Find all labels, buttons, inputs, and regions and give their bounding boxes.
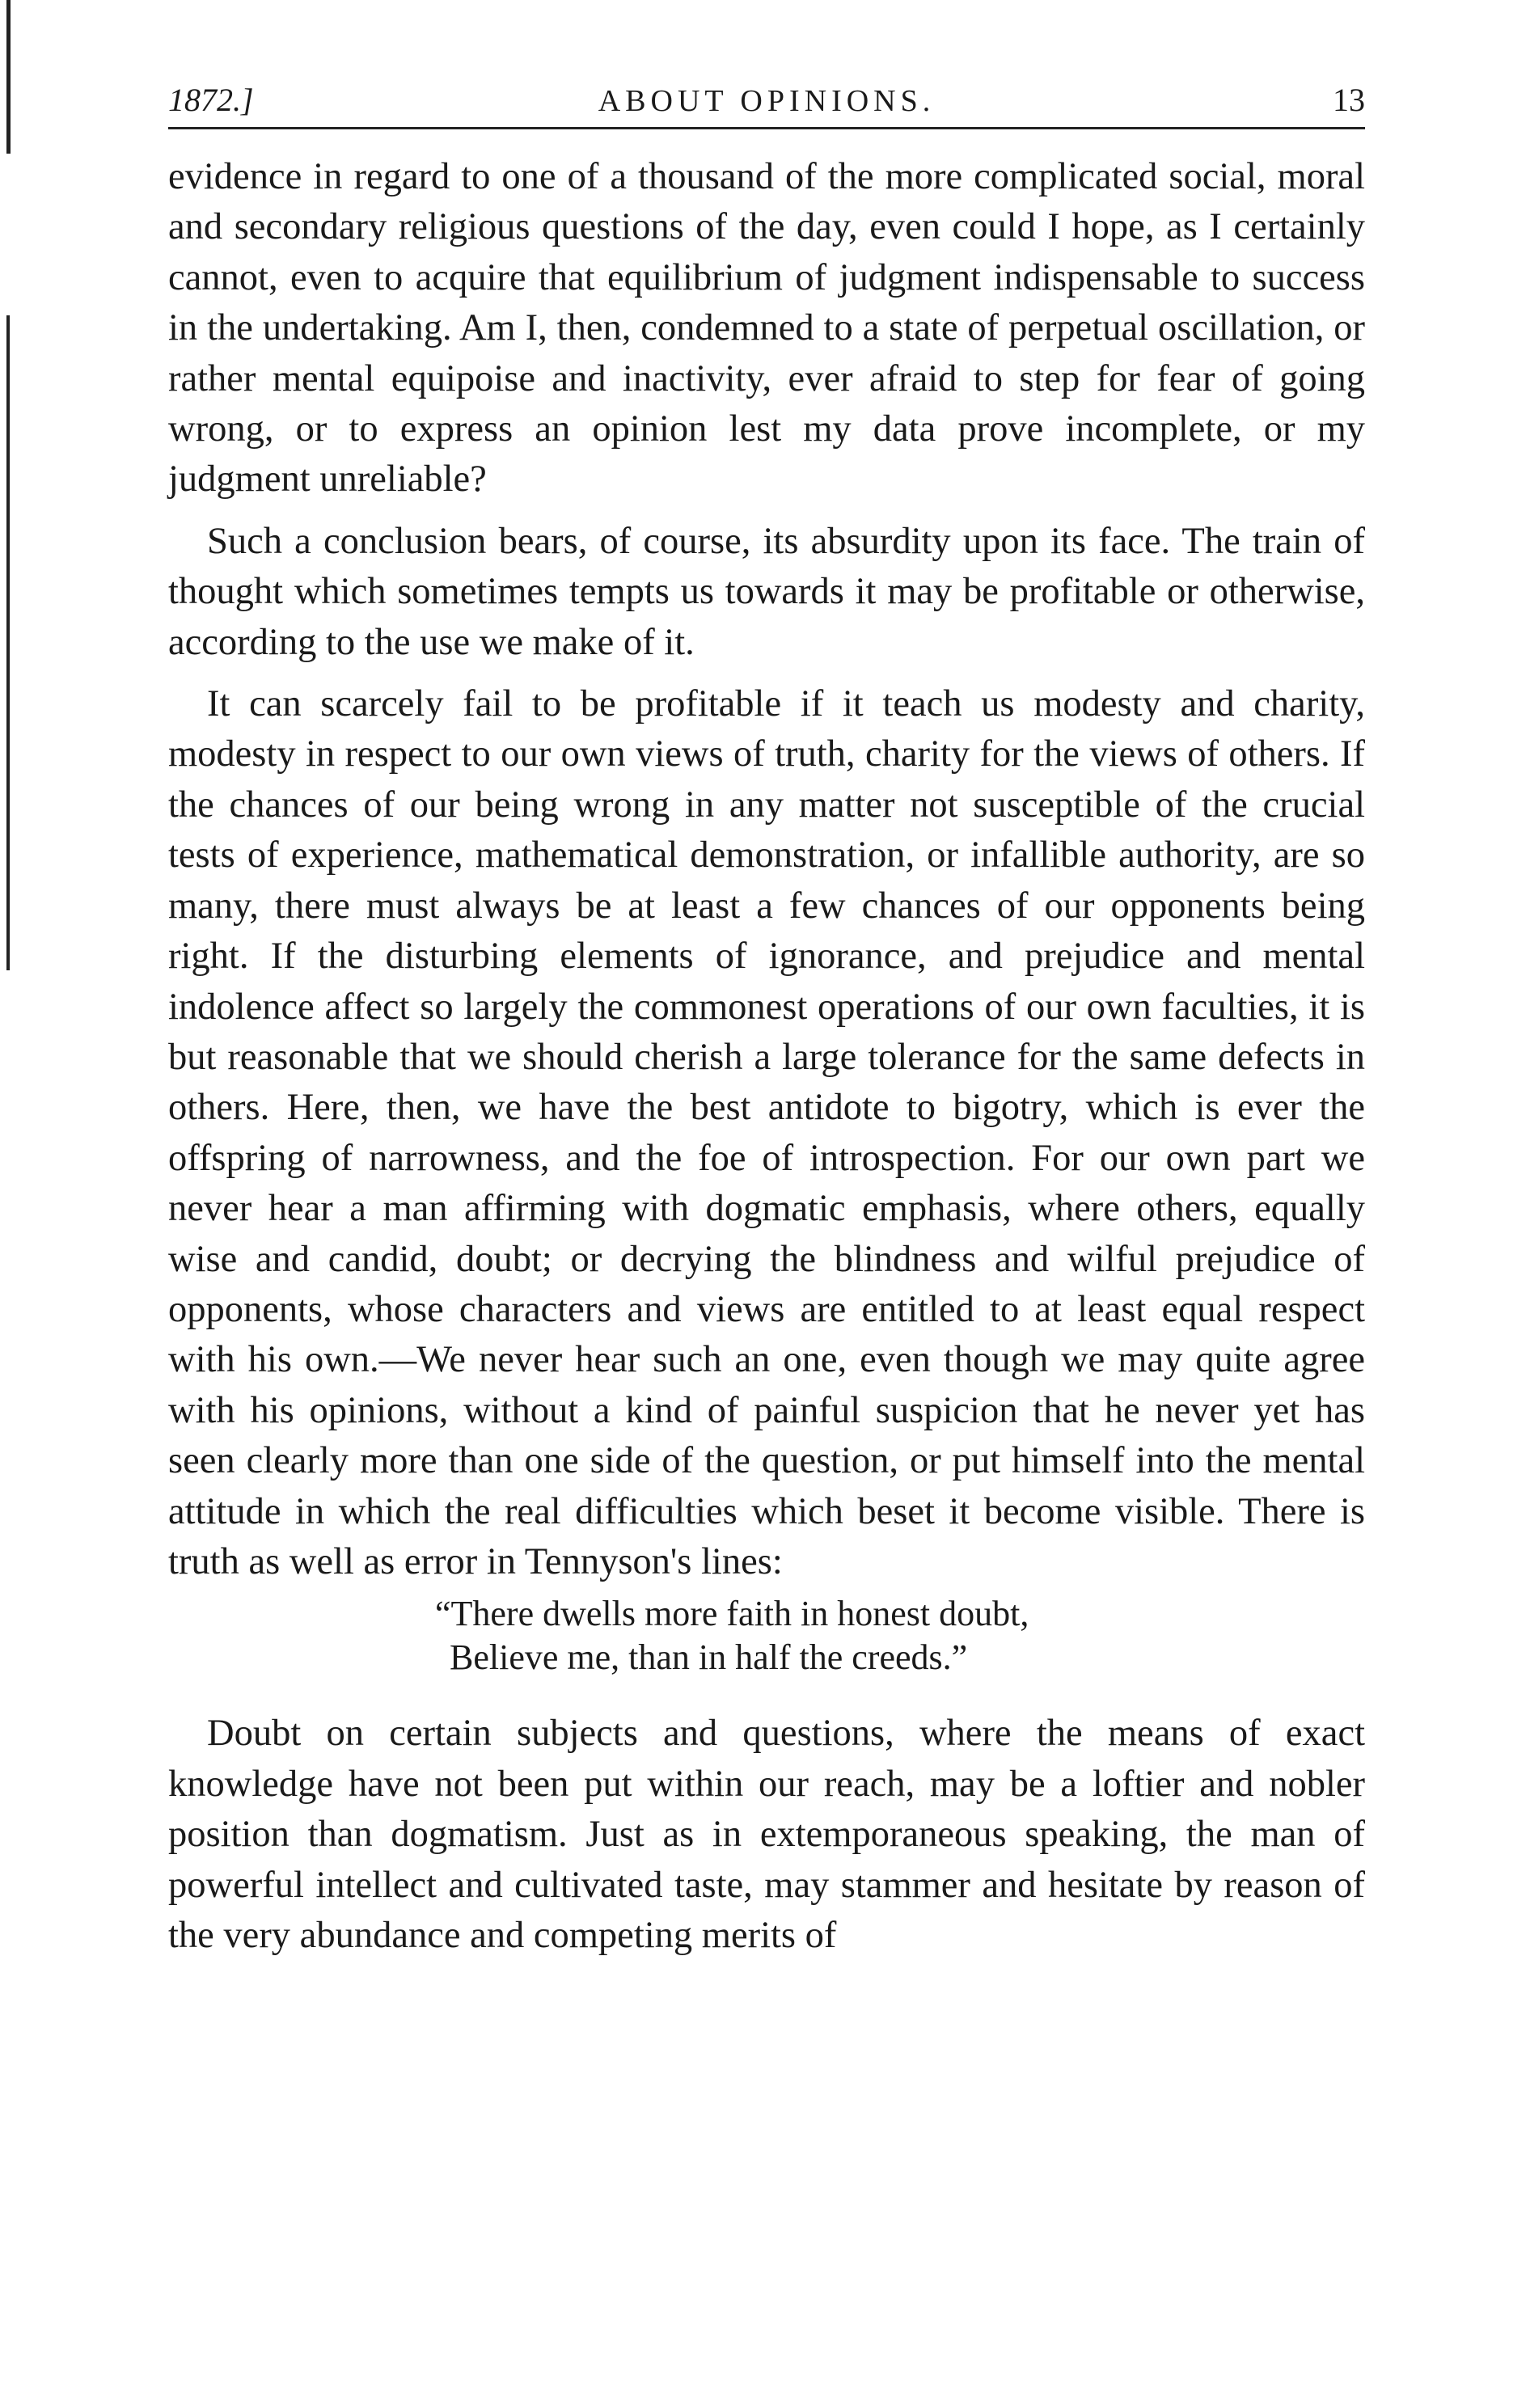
book-page — [168, 81, 1365, 1961]
page-edge-mark-top — [6, 0, 11, 154]
header-year: 1872.] — [168, 82, 254, 118]
paragraph-2: Such a conclusion bears, of course, its absurdity upon its face. The train of thought which sometimes tempts us towards it may be profitable or otherwise, according to the use we make of it. — [168, 520, 1365, 663]
page-edge-mark-middle — [6, 315, 10, 970]
quote-line-2: Believe me, than in half the creeds.” — [450, 1637, 968, 1678]
body-text — [168, 152, 1365, 1961]
page-number: 13 — [1333, 82, 1365, 118]
quote-line-1: “There dwells more faith in honest doubt, — [435, 1594, 1029, 1634]
tennyson-quote — [168, 1592, 1365, 1679]
running-head — [168, 81, 1365, 129]
paragraph-1: evidence in regard to one of a thousand of the more complicated social, moral and secondary religious questions of the day, even could I hope, as I certainly cannot, even to acquire that equilibrium of judgment indispensable to success in the undertaking. Am I, then, condemned to a state of perpetual oscillation, or rather mental equipoise and inactivity, ever afraid to step for fear of going wrong, or to express an opinion lest my data prove incomplete, or my judgment unreliable? — [168, 156, 1365, 501]
paragraph-3: It can scarcely fail to be profitable if it teach us modesty and charity, modesty in respect to our own views of truth, charity for the views of others. If the chances of our being wrong in any matter not susceptible of the crucial tests of experience, mathematical demonstration, or infallible authority, are so many, there must always be at least a few chances of our opponents being right. If the disturbing elements of ignorance, and prejudice and mental indolence affect so largely the commonest operations of our own faculties, it is but reasonable that we should cherish a large tolerance for the same defects in others. Here, then, we have the best antidote to bigotry, which is ever the offspring of narrowness, and the foe of introspection. For our own part we never hear a man affirming with dogmatic emphasis, where others, equally wise and candid, doubt; or decrying the blindness and wilful prejudice of opponents, whose characters and views are entitled to at least equal respect with his own.—We never hear such an one, even though we may quite agree with his opinions, without a kind of painful suspicion that he never yet has seen clearly more than one side of the question, or put himself into the mental attitude in which the real difficulties which beset it become visible. There is truth as well as error in Tennyson's lines: — [168, 683, 1365, 1582]
header-title: ABOUT OPINIONS. — [598, 84, 936, 118]
paragraph-4: Doubt on certain subjects and questions, where the means of exact knowledge have not been put within our reach, may be a loftier and nobler position than dogmatism. Just as in extemporaneous speaking, the man of powerful intellect and cultivated taste, may stammer and hesitate by reason of the very abundance and competing merits of — [168, 1713, 1365, 1956]
